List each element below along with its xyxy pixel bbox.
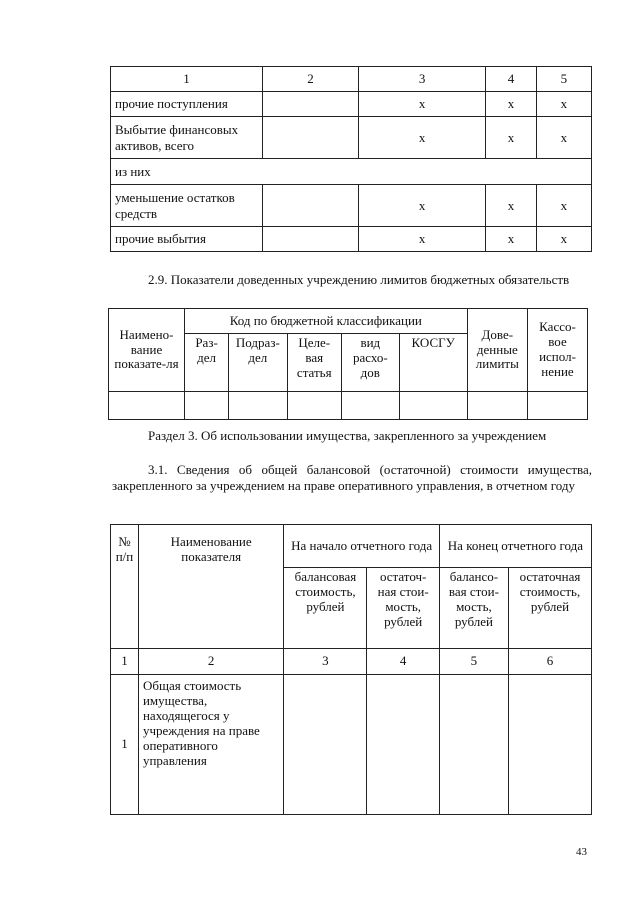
section-2-9-heading: 2.9. Показатели доведенных учреждению лимитов бюджетных обязательств	[148, 272, 570, 287]
header-cell: 4	[486, 67, 537, 92]
header-cell: Наименование показателя	[138, 525, 283, 649]
budget-table-continuation	[110, 66, 592, 252]
table-row	[111, 649, 592, 675]
page-number: 43	[576, 846, 587, 858]
table-row	[111, 92, 592, 117]
table-cell	[262, 92, 358, 117]
table-row	[111, 185, 592, 227]
table-cell: x	[359, 227, 486, 252]
table-row	[111, 675, 592, 815]
table-cell	[367, 675, 439, 815]
row-label: прочие выбытия	[111, 227, 263, 252]
table-cell: x	[536, 227, 591, 252]
table-cell: x	[486, 227, 537, 252]
header-cell: Наимено-вание показате-ля	[109, 309, 185, 392]
table-cell	[185, 392, 229, 420]
header-cell: Кассо-вое испол-нение	[528, 309, 588, 392]
table-cell	[109, 392, 185, 420]
table-cell	[528, 392, 588, 420]
table-cell	[341, 392, 399, 420]
header-cell: Раз-дел	[185, 334, 229, 392]
number-cell: 5	[439, 649, 508, 675]
table-cell: x	[486, 185, 537, 227]
number-cell: 4	[367, 649, 439, 675]
table-row	[109, 392, 588, 420]
row-label: Выбытие финансовых активов, всего	[111, 117, 263, 159]
header-cell: Код по бюджетной классификации	[185, 309, 468, 334]
number-cell: 6	[509, 649, 592, 675]
table-cell: x	[486, 92, 537, 117]
table-cell	[229, 392, 288, 420]
header-cell: 5	[536, 67, 591, 92]
table-cell: x	[536, 185, 591, 227]
number-cell: 3	[284, 649, 367, 675]
table-cell: x	[359, 185, 486, 227]
table-cell	[399, 392, 467, 420]
table-cell	[262, 185, 358, 227]
row-label: из них	[111, 159, 592, 185]
table-cell: x	[536, 117, 591, 159]
number-cell: 1	[111, 649, 139, 675]
table-row	[111, 159, 592, 185]
header-cell: 3	[359, 67, 486, 92]
header-cell: балансо-вая стои-мость, рублей	[439, 568, 508, 649]
number-cell: 2	[138, 649, 283, 675]
table-cell	[439, 675, 508, 815]
header-cell: балансовая стоимость, рублей	[284, 568, 367, 649]
property-value-table	[110, 524, 592, 815]
row-label: уменьшение остатков средств	[111, 185, 263, 227]
table-cell: x	[359, 92, 486, 117]
header-cell: На начало отчетного года	[284, 525, 439, 568]
table-row	[111, 117, 592, 159]
header-cell: Дове-денные лимиты	[467, 309, 527, 392]
table-cell	[262, 117, 358, 159]
header-cell: Подраз-дел	[229, 334, 288, 392]
header-cell: КОСГУ	[399, 334, 467, 392]
table-header-row	[111, 525, 592, 568]
table-cell: x	[359, 117, 486, 159]
header-cell: вид расхо-дов	[341, 334, 399, 392]
budget-limits-table	[108, 308, 588, 420]
header-cell: 2	[262, 67, 358, 92]
header-cell: На конец отчетного года	[439, 525, 591, 568]
table-header-row	[109, 309, 588, 334]
table-cell	[287, 392, 341, 420]
section-3-1-heading: 3.1. Сведения об общей балансовой (остаточной) стоимости имущества, закрепленного за учреждением на праве оперативного управления, в отчетном году	[112, 462, 592, 493]
table-row	[111, 227, 592, 252]
table-cell	[467, 392, 527, 420]
header-cell: остаточная стоимость, рублей	[509, 568, 592, 649]
row-label: Общая стоимость имущества, находящегося у учреждения на праве оперативного управления	[138, 675, 283, 815]
table-cell	[284, 675, 367, 815]
table-header-row	[111, 67, 592, 92]
header-cell: Целе-вая статья	[287, 334, 341, 392]
header-cell: № п/п	[111, 525, 139, 649]
table-cell	[509, 675, 592, 815]
header-cell: остаточ-ная стои-мость, рублей	[367, 568, 439, 649]
table-cell: x	[536, 92, 591, 117]
header-cell: 1	[111, 67, 263, 92]
row-number: 1	[111, 675, 139, 815]
table-cell	[262, 227, 358, 252]
row-label: прочие поступления	[111, 92, 263, 117]
section-3-heading: Раздел 3. Об использовании имущества, закрепленного за учреждением	[148, 428, 547, 443]
table-cell: x	[486, 117, 537, 159]
